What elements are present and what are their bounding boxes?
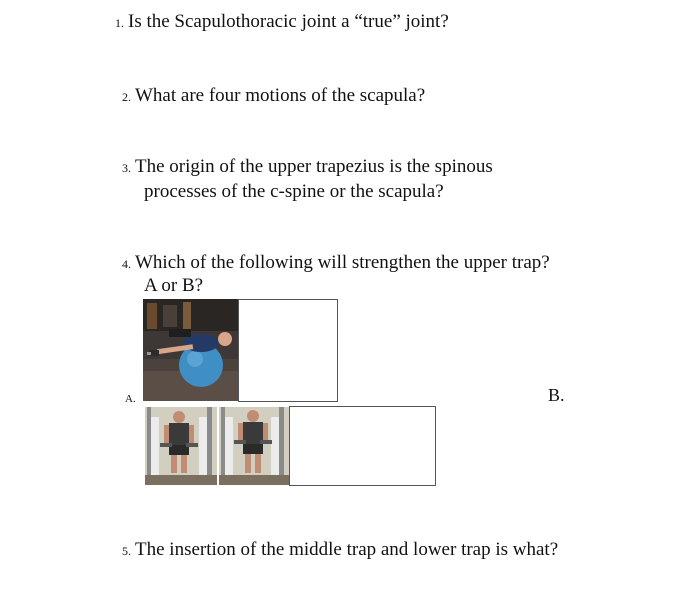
question-3-number: 3. xyxy=(122,161,131,175)
question-1-number: 1. xyxy=(115,16,124,30)
option-a-photo xyxy=(143,299,238,401)
standing-shrug-photo-icon xyxy=(145,407,217,485)
question-2 xyxy=(122,84,425,109)
question-4-number: 4. xyxy=(122,257,131,271)
standing-shrug-photo-icon xyxy=(219,407,289,485)
question-4-line-1: Which of the following will strengthen the upper trap? xyxy=(135,252,550,273)
question-3-line-1: The origin of the upper trapezius is the spinous xyxy=(135,156,493,177)
question-2-text: What are four motions of the scapula? xyxy=(135,85,426,106)
question-5-text: The insertion of the middle trap and lower trap is what? xyxy=(135,539,559,560)
exercise-ball-photo-icon xyxy=(143,299,238,401)
question-1 xyxy=(115,10,449,35)
question-3-line-2: processes of the c-spine or the scapula? xyxy=(144,181,444,202)
option-b-photo-1 xyxy=(145,407,217,485)
option-b-photo-2 xyxy=(219,407,289,485)
option-b-label: B. xyxy=(548,385,565,405)
question-4-line-2: A or B? xyxy=(144,275,204,296)
question-2-number: 2. xyxy=(122,90,131,104)
option-b-answer-box xyxy=(289,406,436,486)
question-4 xyxy=(122,251,550,276)
question-3 xyxy=(122,155,493,180)
question-1-text: Is the Scapulothoracic joint a “true” joint? xyxy=(128,11,449,32)
option-a-label: A. xyxy=(125,393,136,405)
question-5 xyxy=(122,538,558,563)
option-a-answer-box xyxy=(238,299,338,402)
question-5-number: 5. xyxy=(122,544,131,558)
